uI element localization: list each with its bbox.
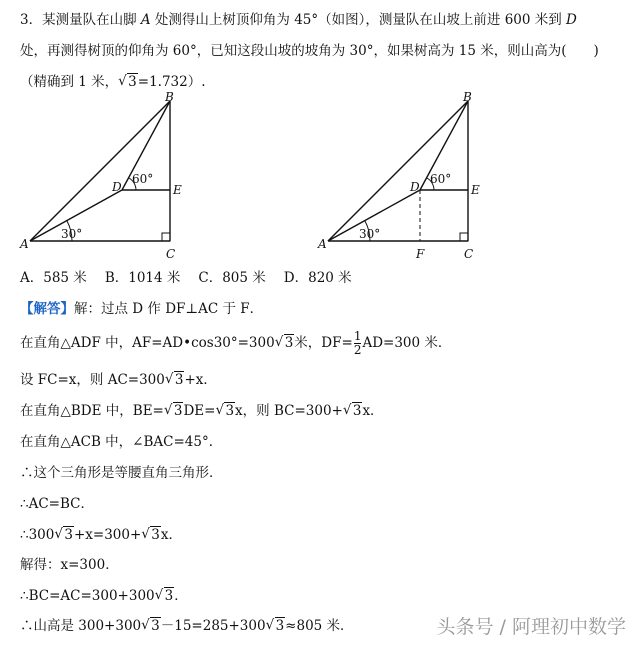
problem-line-3: （精确到 1 米，√ 3=1.732）. [20, 70, 206, 90]
solution-step-2: 设 FC=x，则 AC=300√ 3+x． [20, 368, 217, 388]
angle-label-60: 60° [132, 172, 154, 186]
angle-label-30: 30° [359, 227, 381, 241]
problem-number: 3． [20, 12, 43, 28]
label-d: D [410, 180, 420, 194]
label-e: E [173, 183, 182, 197]
label-b: B [463, 92, 472, 104]
solution-step-1: 在直角△ADF 中，AF=AD•cos30°=300√ 3米，DF= $\frac{1}{2}$ AD=300 米． [20, 330, 451, 357]
fraction-half: $\frac{1}{2}$ [353, 329, 362, 357]
label-f: F [416, 247, 425, 261]
angle-label-30: 30° [61, 227, 83, 241]
label-b: B [165, 92, 174, 104]
option-a: A．585 米 [20, 270, 87, 286]
angle-label-60: 60° [430, 172, 452, 186]
solution-step-5: ∴这个三角形是等腰直角三角形． [20, 465, 223, 481]
option-c: C．805 米 [198, 270, 266, 286]
solution-step-10: ∴山高是 300+300√ 3－15=285+300√ 3≈805 米． [20, 614, 354, 634]
solution-step-8: 解得：x=300． [20, 557, 119, 573]
solution-tag: 【解答】 [20, 301, 74, 317]
right-angle-mark [162, 233, 170, 241]
problem-line-2: 处，再测得树顶的仰角为 60°，已知这段山坡的坡角为 30°，如果树高为 15 米，则山高为( ) [20, 43, 599, 59]
right-angle-mark [460, 233, 468, 241]
label-c: C [166, 247, 176, 261]
solution-intro: 【解答】解：过点 D 作 DF⊥AC 于 F． [20, 301, 264, 317]
solution-step-7: ∴300√ 3+x=300+√ 3x． [20, 523, 182, 543]
option-b: B．1014 米 [104, 270, 181, 286]
option-d: D．820 米 [283, 270, 352, 286]
label-d: D [112, 180, 122, 194]
segment-ab [30, 101, 170, 241]
label-a: A [20, 237, 29, 251]
problem-line-1: 3．某测量队在山脚 A 处测得山上树顶仰角为 45°（如图），测量队在山坡上前进 600 米到 D [20, 12, 577, 28]
segment-ab [328, 101, 468, 241]
solution-step-4: 在直角△ACB 中，∠BAC=45°． [20, 434, 223, 450]
watermark: 头条号 / 阿理初中数学 [436, 616, 626, 638]
label-a: A [318, 237, 327, 251]
solution-step-3: 在直角△BDE 中，BE=√ 3DE=√ 3x，则 BC=300+√ 3x． [20, 399, 384, 419]
label-c: C [464, 247, 474, 261]
solution-step-9: ∴BC=AC=300+300√ 3． [20, 584, 188, 604]
solution-step-6: ∴AC=BC． [20, 496, 94, 512]
figure-right [313, 92, 513, 262]
figure-left [15, 92, 215, 262]
label-e: E [471, 183, 480, 197]
answer-options [20, 266, 370, 286]
